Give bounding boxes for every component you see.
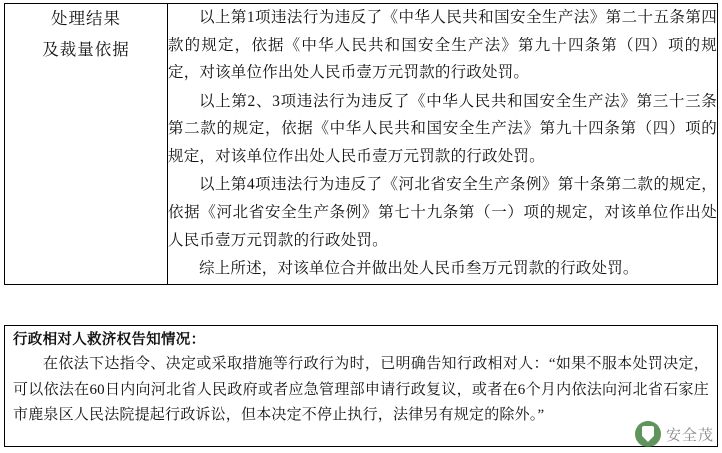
row-label-cell	[5, 4, 168, 285]
row-label-line-2: 及裁量依据	[42, 39, 130, 59]
paragraph-4: 综上所述，对该单位合并做出处人民币叁万元罚款的行政处罚。	[199, 260, 639, 278]
shield-icon	[635, 421, 661, 447]
notice-body: 在依法下达指令、决定或采取措施等行政行为时，已明确告知行政相对人：“如果不服本处罚决定，可以依法在60日内向河北省人民政府或者应急管理部申请行政复议，或者在6个月内依法向河北省石家庄市鹿泉区人民法院提起行政诉讼，但本决定不停止执行，法律另有规定的除外。”	[13, 355, 709, 424]
notice-title: 行政相对人救济权告知情况：	[13, 332, 206, 348]
table-row	[5, 4, 718, 285]
paragraph-1: 以上第1项违法行为违反了《中华人民共和国安全生产法》第二十五条第四款的规定，依据《中华人民共和国安全生产法》第九十四条第（四）项的规定，对该单位作出处人民币壹万元罚款的行政处罚。	[168, 9, 717, 82]
paragraph-3: 以上第4项违法行为违反了《河北省安全生产条例》第十条第二款的规定，依据《河北省安全生产条例》第七十九条第（一）项的规定，对该单位作出处人民币壹万元罚款的行政处罚。	[168, 176, 717, 249]
paragraph-2: 以上第2、3项违法行为违反了《中华人民共和国安全生产法》第三十三条第二款的规定，依据《中华人民共和国安全生产法》第九十四条第（四）项的规定，对该单位作出处人民币壹万元罚款的行政处罚。	[168, 92, 717, 165]
watermark	[635, 421, 714, 447]
penalty-result-table	[4, 3, 718, 285]
watermark-label: 安全茂	[665, 426, 714, 444]
row-label-line-1: 处理结果	[51, 9, 121, 28]
relief-rights-notice	[4, 325, 718, 447]
row-content-cell	[168, 4, 718, 285]
